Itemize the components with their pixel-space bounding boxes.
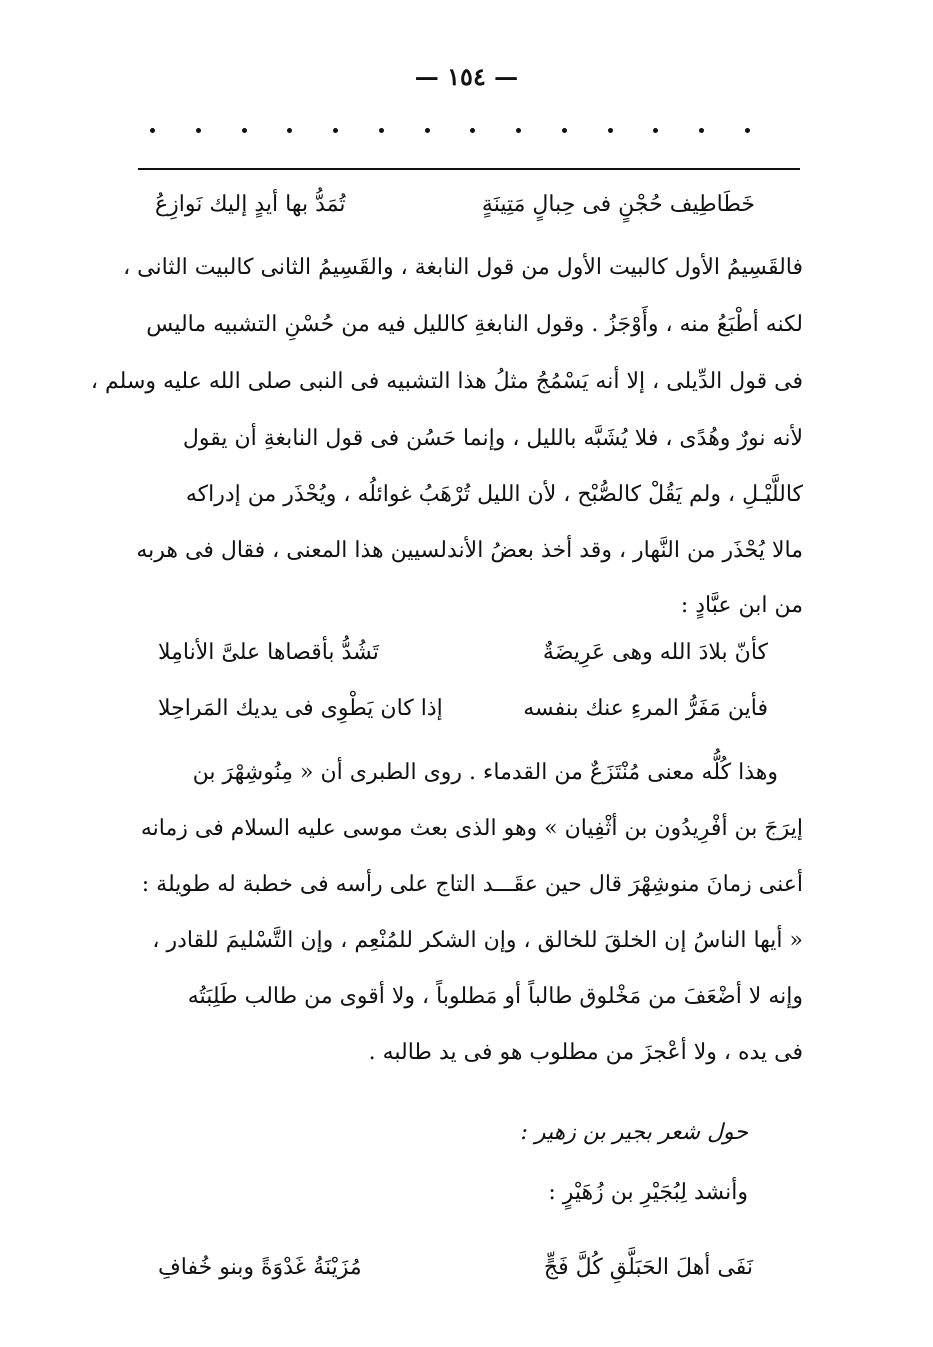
verse-line-4 <box>158 1255 753 1280</box>
paragraph-line: لأنه نورٌ وهُدًى ، فلا يُشَبَّه بالليل ، وإنما حَسُن فى قول النابغةِ أن يقول <box>182 426 803 451</box>
section-subheading: حول شعر بجير بن زهير : <box>520 1120 748 1145</box>
hemistich-first: نَفَى أهلَ الحَبَلَّقِ كُلَّ فَجٍّ <box>543 1255 753 1280</box>
dot <box>379 128 384 133</box>
dot <box>242 128 247 133</box>
verse-intro: وأنشد لِبُجَيْرِ بن زُهَيْرٍ : <box>548 1180 748 1205</box>
verse-line-3 <box>158 696 768 721</box>
dot <box>150 128 155 133</box>
hemistich-first: فأين مَفَرُّ المرءِ عنك بنفسه <box>523 696 768 721</box>
dot <box>699 128 704 133</box>
hemistich-first: خَطَاطِيف حُجْنٍ فى حِبالٍ مَتِينَةٍ <box>481 192 755 217</box>
dot <box>653 128 658 133</box>
dot <box>470 128 475 133</box>
paragraph-line: وهذا كُلُّه معنى مُنْتَزَعٌ من القدماء . روى الطبرى أن « مِنُوشِهْرَ بن <box>192 760 778 785</box>
paragraph-line: لكنه أطْبَعُ منه ، وأَوْجَزُ . وقول النابغةِ كالليل فيه من حُسْنِ التشبيه ماليس <box>146 312 803 337</box>
dot <box>287 128 292 133</box>
hemistich-second: تَشُدُّ بأقصاها علىَّ الأنامِلا <box>158 640 379 665</box>
paragraph-line: وإنه لا أضْعَفَ من مَخْلوق طالباً أو مَطلوباً ، ولا أقوى من طالب طَلِبَتُه <box>187 984 803 1009</box>
paragraph-line: أعنى زمانَ منوشِهْرَ قال حين عقَـــد التاج على رأسه فى خطبة له طويلة : <box>141 872 803 897</box>
dot <box>196 128 201 133</box>
hemistich-second: مُزَيْنَةُ غَدْوَةً وبنو خُفافِ <box>158 1255 362 1280</box>
dot <box>516 128 521 133</box>
verse-line-1 <box>155 192 755 217</box>
paragraph-line: فى قول الدِّيلى ، إلا أنه يَسْمُجُ مثلُ هذا التشبيه فى النبى صلى الله عليه وسلم ، <box>90 369 803 394</box>
hemistich-second: تُمَدُّ بها أيدٍ إليك نَوازِعُ <box>155 192 346 217</box>
dot <box>425 128 430 133</box>
dot <box>333 128 338 133</box>
hemistich-second: إذا كان يَطْوِى فى يديك المَراحِلا <box>158 696 443 721</box>
verse-line-2 <box>158 640 768 665</box>
paragraph-line: مالا يُحْذَر من النَّهار ، وقد أخذ بعضُ الأندلسيين هذا المعنى ، فقال فى هربه <box>136 538 803 563</box>
horizontal-rule <box>138 168 800 170</box>
dot-separator <box>150 128 750 133</box>
dot <box>562 128 567 133</box>
dot <box>608 128 613 133</box>
page-number: — ١٥٤ — <box>414 62 519 91</box>
paragraph-line: من ابن عبَّادٍ : <box>680 593 803 618</box>
paragraph-line: إيرَجَ بن أفْرِيدُون بن أثْفِيان » وهو الذى بعث موسى عليه السلام فى زمانه <box>140 816 803 841</box>
paragraph-line: كاللَّيْـلِ ، ولم يَقُلْ كالصُّبْح ، لأن الليل تُرْهَبُ غوائلُه ، ويُحْذَر من إدراكه <box>185 482 803 507</box>
paragraph-line: فالقَسِيمُ الأول كالبيت الأول من قول النابغة ، والقَسِيمُ الثانى كالبيت الثانى ، <box>123 255 803 280</box>
hemistich-first: كأنّ بلادَ الله وهى عَرِيضَةٌ <box>542 640 768 665</box>
paragraph-line: « أيها الناسُ إن الخلقَ للخالق ، وإن الشكر للمُنْعِم ، وإن التَّسْليمَ للقادر ، <box>152 928 803 953</box>
dot <box>745 128 750 133</box>
paragraph-line: فى يده ، ولا أعْجزَ من مطلوب هو فى يد طالبه . <box>368 1040 803 1065</box>
